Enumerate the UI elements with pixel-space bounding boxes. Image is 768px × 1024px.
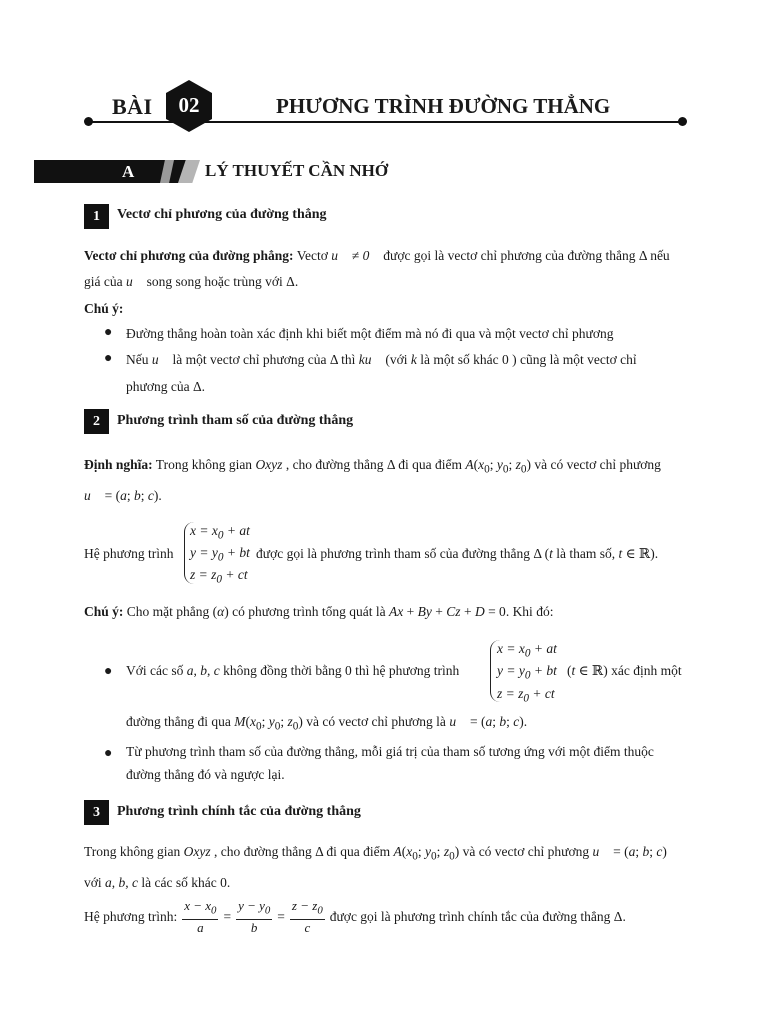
subsection-title: Vectơ chỉ phương của đường thẳng — [117, 207, 327, 222]
s2-bullet-1a: Với các số a, b, c không đồng thời bằng 0 thì hệ phương trình — [126, 663, 460, 678]
bullet: ● — [104, 351, 113, 366]
header-dot-right — [678, 117, 687, 126]
subsection-title: Phương trình chính tắc của đường thẳng — [117, 804, 361, 819]
subsection-number: 3 — [84, 800, 109, 825]
s2-bullet-1c: đường thẳng đi qua $M(x_0$; $y_0$; $z_0$) và có vectơ chỉ phương là u⃗ = (a; b; c). — [126, 714, 528, 733]
s3-canonical-equation: Hệ phương trình: $\frac{x - x_0}{a}$ = $\frac{y - y_0}{b}$ = $\frac{z - z_0}{c}$ được gọi là phương trình chính tắc của đường thẳng Δ. — [84, 898, 626, 935]
subsection-title: Phương trình tham số của đường thẳng — [117, 413, 354, 428]
bullet: ● — [104, 664, 113, 679]
subsection-number: 1 — [84, 204, 109, 229]
s1-definition: Vectơ chỉ phương của đường phẳng: Vectơ u⃗ ≠ 0⃗ được gọi là vectơ chỉ phương của đường thẳng Δ nếu giá của u⃗ song song hoặc trùng với Δ. — [84, 248, 670, 289]
lesson-number: 02 — [178, 93, 200, 117]
s1-note-label: Chú ý: — [84, 301, 124, 316]
s2-bullet-1b: (t ∈ ℝ) xác định một — [567, 663, 682, 678]
s2-system-desc: được gọi là phương trình tham số của đường thẳng Δ (t là tham số, t ∈ ℝ). — [256, 546, 659, 561]
section-title: LÝ THUYẾT CẦN NHỚ — [205, 161, 389, 180]
s3-paragraph-1: Trong không gian Oxyz , cho đường thẳng Δ đi qua điểm $A(x_0$; $y_0$; $z_0$) và có vectơ chỉ phương u⃗ = (a; b; c) với a, b, c là các số khác 0. — [84, 844, 667, 890]
equation-x: $x = x_0$ + at — [190, 523, 250, 542]
lesson-label: BÀI — [112, 94, 153, 119]
bullet: ● — [104, 325, 113, 340]
equation-x: $x = x_0$ + at — [497, 641, 557, 660]
equation-y: $y = y_0$ + bt — [497, 663, 557, 682]
section-letter: A — [122, 162, 135, 181]
s1-bullet-2: Nếu u⃗ là một vectơ chỉ phương của Δ thì ku⃗ (với k là một số khác 0 ) cũng là một vectơ chỉ phương của Δ. — [126, 352, 637, 394]
fraction-z: $\frac{z - z_0}{c}$ — [291, 898, 323, 935]
equation-z: $z = z_0$ + ct — [190, 567, 248, 586]
subsection-number: 2 — [84, 409, 109, 434]
bullet: ● — [104, 746, 113, 761]
s2-system-label: Hệ phương trình — [84, 546, 174, 561]
equation-z: $z = z_0$ + ct — [497, 686, 555, 705]
s1-bullet-1: Đường thẳng hoàn toàn xác định khi biết một điểm mà nó đi qua và một vectơ chỉ phương — [126, 326, 614, 341]
s2-definition: Định nghĩa: Trong không gian Oxyz , cho đường thẳng Δ đi qua điểm $A(x_0$; $y_0$; $z_0$) và có vectơ chỉ phương u⃗ = (a; b; c). — [84, 457, 661, 503]
s2-bullet-2: Từ phương trình tham số của đường thẳng, mỗi giá trị của tham số tương ứng với một điểm thuộc đường thẳng đó và ngược lại. — [126, 744, 654, 782]
fraction-y: $\frac{y - y_0}{b}$ — [238, 898, 271, 935]
equation-y: $y = y_0$ + bt — [190, 545, 250, 564]
fraction-x: $\frac{x - x_0}{a}$ — [184, 898, 217, 935]
s2-note: Chú ý: Cho mặt phẳng (α) có phương trình tổng quát là Ax + By + Cz + D = 0. Khi đó: — [84, 604, 554, 619]
page-title: PHƯƠNG TRÌNH ĐƯỜNG THẲNG — [276, 94, 611, 118]
